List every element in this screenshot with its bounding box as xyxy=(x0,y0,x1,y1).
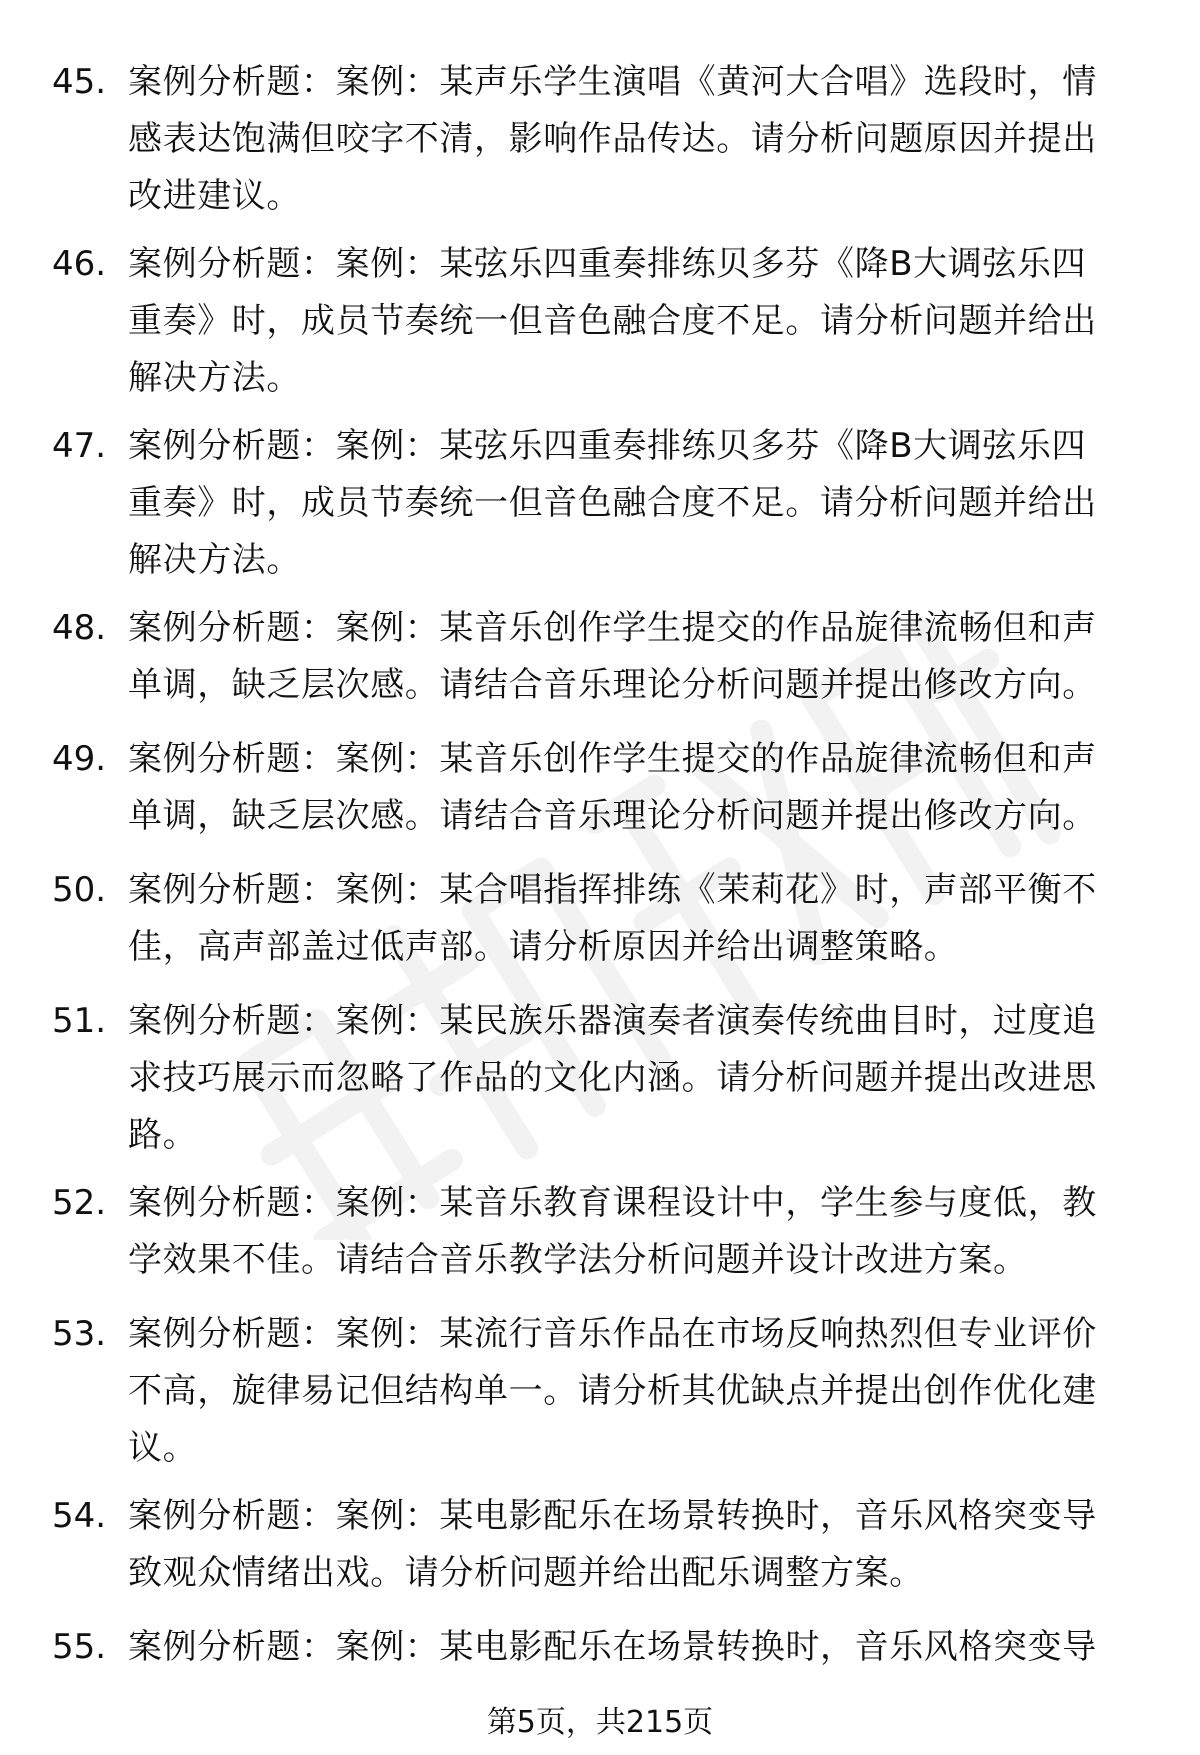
question-item xyxy=(0,236,1200,418)
question-number: 55. xyxy=(52,1627,107,1667)
question-text: 案例分析题：案例：某音乐教育课程设计中，学生参与度低，教 学效果不佳。请结合音乐教学法分析问题并设计改进方案。 xyxy=(128,1183,1097,1280)
page-number-footer: 第5页，共215页 xyxy=(486,1705,714,1740)
question-text: 案例分析题：案例：某电影配乐在场景转换时，音乐风格突变导 xyxy=(128,1627,1097,1667)
question-item xyxy=(0,54,1200,236)
question-text: 案例分析题：案例：某音乐创作学生提交的作品旋律流畅但和声 单调，缺乏层次感。请结合音乐理论分析问题并提出修改方向。 xyxy=(128,739,1097,836)
question-text: 案例分析题：案例：某弦乐四重奏排练贝多芬《降B大调弦乐四 重奏》时，成员节奏统一但音色融合度不足。请分析问题并给出 解决方法。 xyxy=(128,244,1097,398)
question-number: 48. xyxy=(52,608,107,648)
question-text: 案例分析题：案例：某弦乐四重奏排练贝多芬《降B大调弦乐四 重奏》时，成员节奏统一但音色融合度不足。请分析问题并给出 解决方法。 xyxy=(128,426,1097,580)
question-number: 52. xyxy=(52,1183,107,1223)
question-item xyxy=(0,1306,1200,1488)
question-item xyxy=(0,993,1200,1175)
question-text: 案例分析题：案例：某声乐学生演唱《黄河大合唱》选段时，情 感表达饱满但咬字不清，影响作品传达。请分析问题原因并提出 改进建议。 xyxy=(128,62,1097,216)
question-text: 案例分析题：案例：某电影配乐在场景转换时，音乐风格突变导 致观众情绪出戏。请分析问题并给出配乐调整方案。 xyxy=(128,1496,1097,1593)
question-item xyxy=(0,600,1200,731)
question-item xyxy=(0,731,1200,862)
question-item xyxy=(0,1175,1200,1306)
question-item xyxy=(0,1619,1200,1679)
question-text: 案例分析题：案例：某流行音乐作品在市场反响热烈但专业评价 不高，旋律易记但结构单一。请分析其优缺点并提出创作优化建 议。 xyxy=(128,1314,1097,1468)
question-number: 49. xyxy=(52,739,107,779)
question-number: 46. xyxy=(52,244,107,284)
question-number: 50. xyxy=(52,870,107,910)
question-item xyxy=(0,418,1200,600)
question-item xyxy=(0,1488,1200,1619)
question-text: 案例分析题：案例：某音乐创作学生提交的作品旋律流畅但和声 单调，缺乏层次感。请结合音乐理论分析问题并提出修改方向。 xyxy=(128,608,1097,705)
question-text: 案例分析题：案例：某民族乐器演奏者演奏传统曲目时，过度追 求技巧展示而忽略了作品的文化内涵。请分析问题并提出改进思 路。 xyxy=(128,1001,1097,1155)
question-number: 54. xyxy=(52,1496,107,1536)
question-number: 51. xyxy=(52,1001,107,1041)
question-text: 案例分析题：案例：某合唱指挥排练《茉莉花》时，声部平衡不 佳，高声部盖过低声部。请分析原因并给出调整策略。 xyxy=(128,870,1097,967)
question-number: 47. xyxy=(52,426,107,466)
question-number: 53. xyxy=(52,1314,107,1354)
question-number: 45. xyxy=(52,62,107,102)
question-list xyxy=(0,54,1200,1679)
question-item xyxy=(0,862,1200,993)
